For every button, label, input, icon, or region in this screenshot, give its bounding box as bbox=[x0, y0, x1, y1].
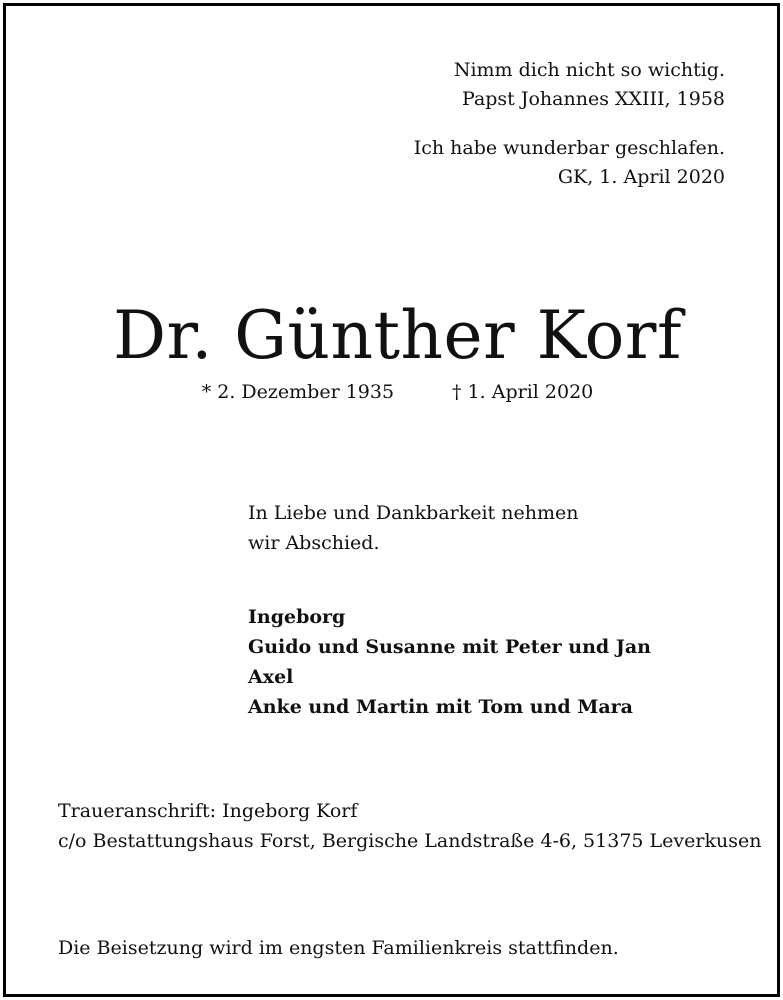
obituary-frame bbox=[3, 3, 780, 997]
address-line: c/o Bestattungshaus Forst, Bergische Landstraße 4-6, 51375 Leverkusen bbox=[58, 830, 762, 852]
quote-text: Ich habe wunderbar geschlafen. bbox=[413, 137, 725, 159]
quote-block-2 bbox=[414, 134, 725, 192]
life-dates bbox=[6, 378, 783, 406]
family-member: Ingeborg bbox=[248, 606, 346, 628]
deceased-name: Dr. Günther Korf bbox=[113, 297, 682, 374]
mourning-address bbox=[58, 796, 761, 856]
quotes-section bbox=[414, 56, 725, 192]
farewell-line: In Liebe und Dankbarkeit nehmen bbox=[248, 502, 579, 524]
burial-note: Die Beisetzung wird im engsten Familienkreis stattfinden. bbox=[58, 937, 619, 959]
farewell-text bbox=[248, 498, 578, 558]
farewell-line: wir Abschied. bbox=[248, 532, 380, 554]
family-member: Anke und Martin mit Tom und Mara bbox=[248, 696, 633, 718]
address-line: Traueranschrift: Ingeborg Korf bbox=[58, 800, 358, 822]
death-date: † 1. April 2020 bbox=[452, 381, 594, 403]
quote-source: Papst Johannes XXIII, 1958 bbox=[462, 88, 725, 110]
family-list bbox=[248, 602, 651, 722]
quote-source: GK, 1. April 2020 bbox=[557, 166, 725, 188]
quote-block-1 bbox=[414, 56, 725, 114]
family-member: Axel bbox=[248, 666, 294, 688]
family-member: Guido und Susanne mit Peter und Jan bbox=[248, 636, 651, 658]
birth-date: * 2. Dezember 1935 bbox=[201, 381, 395, 403]
quote-text: Nimm dich nicht so wichtig. bbox=[453, 59, 725, 81]
